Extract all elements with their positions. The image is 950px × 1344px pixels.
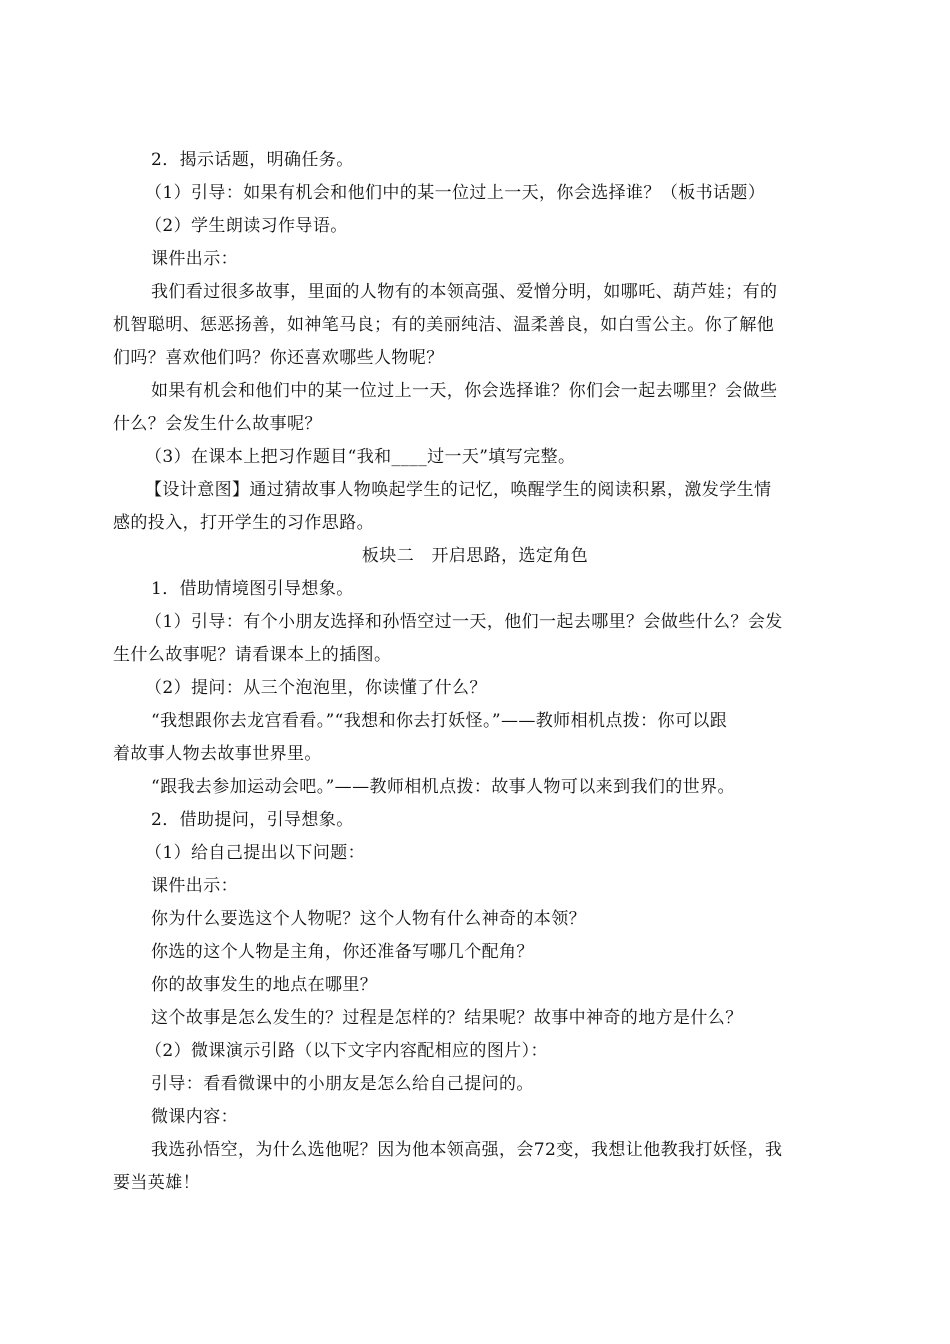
text-line: 课件出示：: [151, 876, 238, 896]
text-line: （3）在课本上把习作题目“我和____过一天”填写完整。: [145, 447, 576, 467]
text-line: 课件出示：: [151, 249, 238, 269]
text-line: 什么？会发生什么故事呢？: [113, 414, 322, 434]
text-line: 2．揭示话题，明确任务。: [151, 150, 354, 170]
text-line: 微课内容：: [151, 1107, 238, 1127]
text-line: （2）学生朗读习作导语。: [145, 216, 348, 236]
text-line: 感的投入，打开学生的习作思路。: [113, 513, 374, 533]
text-line: （2）提问：从三个泡泡里，你读懂了什么？: [145, 678, 487, 698]
text-line: “跟我去参加运动会吧。”——教师相机点拨：故事人物可以来到我们的世界。: [151, 777, 735, 797]
text-line: 如果有机会和他们中的某一位过上一天，你会选择谁？你们会一起去哪里？会做些: [151, 381, 778, 401]
text-line: （2）微课演示引路（以下文字内容配相应的图片）：: [145, 1041, 548, 1061]
text-line: 1．借助情境图引导想象。: [151, 579, 354, 599]
text-line: “我想跟你去龙宫看看。”“我想和你去打妖怪。”——教师相机点拨：你可以跟: [151, 711, 728, 731]
text-line: 这个故事是怎么发生的？过程是怎样的？结果呢？故事中神奇的地方是什么？: [151, 1008, 743, 1028]
text-line: 你选的这个人物是主角，你还准备写哪几个配角？: [151, 942, 534, 962]
text-line: 你为什么要选这个人物呢？这个人物有什么神奇的本领？: [151, 909, 586, 929]
text-line: （1）给自己提出以下问题：: [145, 843, 366, 863]
text-line: 2．借助提问，引导想象。: [151, 810, 354, 830]
text-line: 【设计意图】通过猜故事人物唤起学生的记忆，唤醒学生的阅读积累，激发学生情: [145, 480, 772, 500]
text-line: 生什么故事呢？请看课本上的插图。: [113, 645, 392, 665]
text-line: （1）引导：有个小朋友选择和孙悟空过一天，他们一起去哪里？会做些什么？会发: [145, 612, 783, 632]
text-line: 我们看过很多故事，里面的人物有的本领高强、爱憎分明，如哪吒、葫芦娃；有的: [151, 282, 778, 302]
text-line: 我选孙悟空，为什么选他呢？因为他本领高强，会72变，我想让他教我打妖怪，我: [151, 1140, 783, 1160]
section-heading: 板块二 开启思路，选定角色: [361, 546, 589, 566]
text-line: 着故事人物去故事世界里。: [113, 744, 322, 764]
text-line: 你的故事发生的地点在哪里？: [151, 975, 378, 995]
text-line: 要当英雄！: [113, 1173, 200, 1193]
text-line: 们吗？喜欢他们吗？你还喜欢哪些人物呢？: [113, 348, 444, 368]
text-line: 引导：看看微课中的小朋友是怎么给自己提问的。: [151, 1074, 534, 1094]
text-line: （1）引导：如果有机会和他们中的某一位过上一天，你会选择谁？（板书话题）: [145, 183, 766, 203]
text-line: 机智聪明、惩恶扬善，如神笔马良；有的美丽纯洁、温柔善良，如白雪公主。你了解他: [113, 315, 775, 335]
